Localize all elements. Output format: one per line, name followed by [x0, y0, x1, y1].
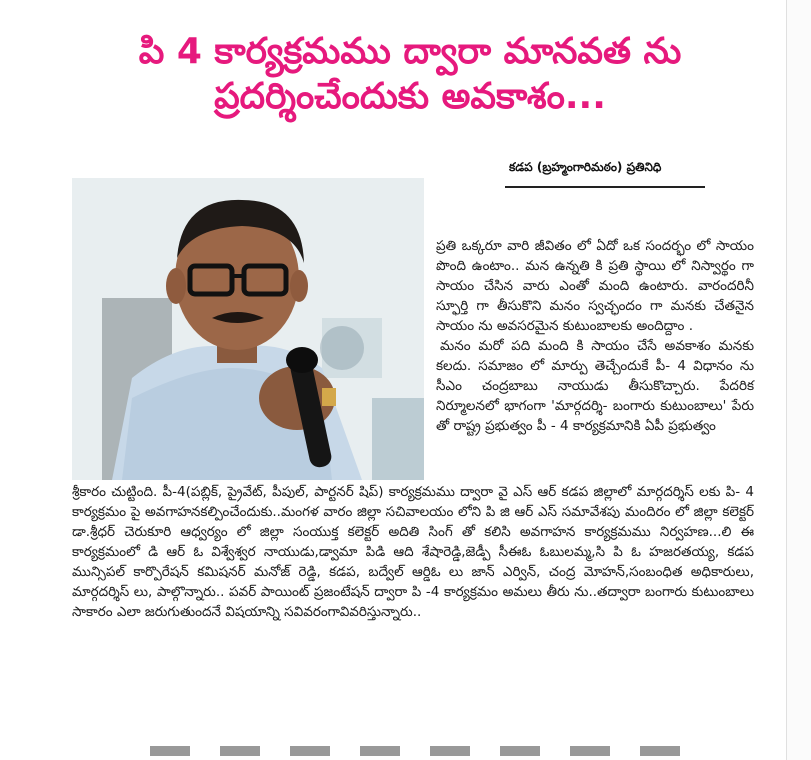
- byline-underline: [505, 186, 705, 188]
- speaker-photo: [72, 178, 424, 480]
- speaker-with-microphone-icon: [72, 178, 424, 480]
- headline: [60, 30, 760, 118]
- article-narrow-column: [436, 236, 754, 436]
- article-paragraph-3: శ్రీకారం చుట్టింది. పీ-4(పబ్లిక్, ప్రైవేట్, పీపుల్, పార్టనర్ షిప్) కార్యక్రమము ద్వారా వై ఎస్ ఆర్ కడప జిల్లాలో మార్గదర్శిస్ లకు పి- 4 కార్యక్రమం పై అవగాహనకల్పించేందుకు..మంగళ వారం జిల్లా సచివాలయం లోని పి జి ఆర్ ఎస్ సమావేశపు మందిరం లో జిల్లా కలెక్టర్ డా.శ్రీధర్ చెరుకూరి ఆధ్వర్యం లో జిల్లా సంయుక్త కలెక్టర్ అదితి సింగ్ తో కలిసి అవగాహన కార్యక్రమము నిర్వహణ...లి ఈ కార్యక్రమంలో డి ఆర్ ఓ విశ్వేశ్వర నాయుడు,డ్వామా పిడి ఆది శేషారెడ్డి,జెడ్పీ సీఈఓ ఓబులమ్మ,సి పి ఓ హజరతయ్య, కడప మున్సిపల్ కార్పొరేషన్ కమిషనర్ మనోజ్ రెడ్డి, కడప, బద్వేల్ ఆర్డిఓ లు జాన్ ఎర్విన్, చంద్ర మోహన్,సంబంధిత అధికారులు, మార్గదర్శిస్ లు, పాల్గొన్నారు.. పవర్ పాయింట్ ప్రజంటేషన్ ద్వారా పి -4 కార్యక్రమం అమలు తీరు ను..తద్వారా బంగారు కుటుంబాలు సాకారం ఎలా జరుగుతుందనే విషయాన్ని సవివరంగావివరిస్తున్నారు..: [72, 484, 754, 620]
- article-wide-column: [72, 482, 754, 622]
- headline-line-1: పి 4 కార్యక్రమము ద్వారా మానవత ను: [138, 31, 682, 72]
- article-paragraph-1: ప్రతి ఒక్కరూ వారి జీవితం లో ఏదో ఒక సందర్భం లో సాయం పొంది ఉంటాం.. మన ఉన్నతి కి ప్రతి స్థాయి లో నిస్వార్థం గా సాయం చేసిన వారు ఎంతో మంది ఉంటారు. వారందరినీ స్ఫూర్తి గా తీసుకొని మనం స్వచ్ఛందం గా మనకు చేతనైన సాయం ను అవసరమైన కుటుంబాలకు అందిద్దాం .: [436, 238, 754, 334]
- article-paragraph-2: మనం మరో పది మంది కి సాయం చేసే అవకాశం మనకు కలదు. సమాజం లో మార్పు తెచ్చేందుకే పీ- 4 విధానం ను సీఎం చంద్రబాబు నాయుడు తీసుకొచ్చారు. పేదరిక నిర్మూలనలో భాగంగా 'మార్గదర్శి- బంగారు కుటుంబాలు' పేరు తో రాష్ట్ర ప్రభుత్వం పీ - 4 కార్యక్రమానికి ఏపీ ప్రభుత్వం: [436, 338, 754, 434]
- adjacent-column-edge: [786, 0, 811, 760]
- next-article-cutoff: [150, 746, 710, 756]
- headline-line-2: ప్రదర్శించేందుకు అవకాశం...: [214, 76, 606, 118]
- byline: కడప (బ్రహ్మంగారిమఠం) ప్రతినిధి: [509, 160, 662, 174]
